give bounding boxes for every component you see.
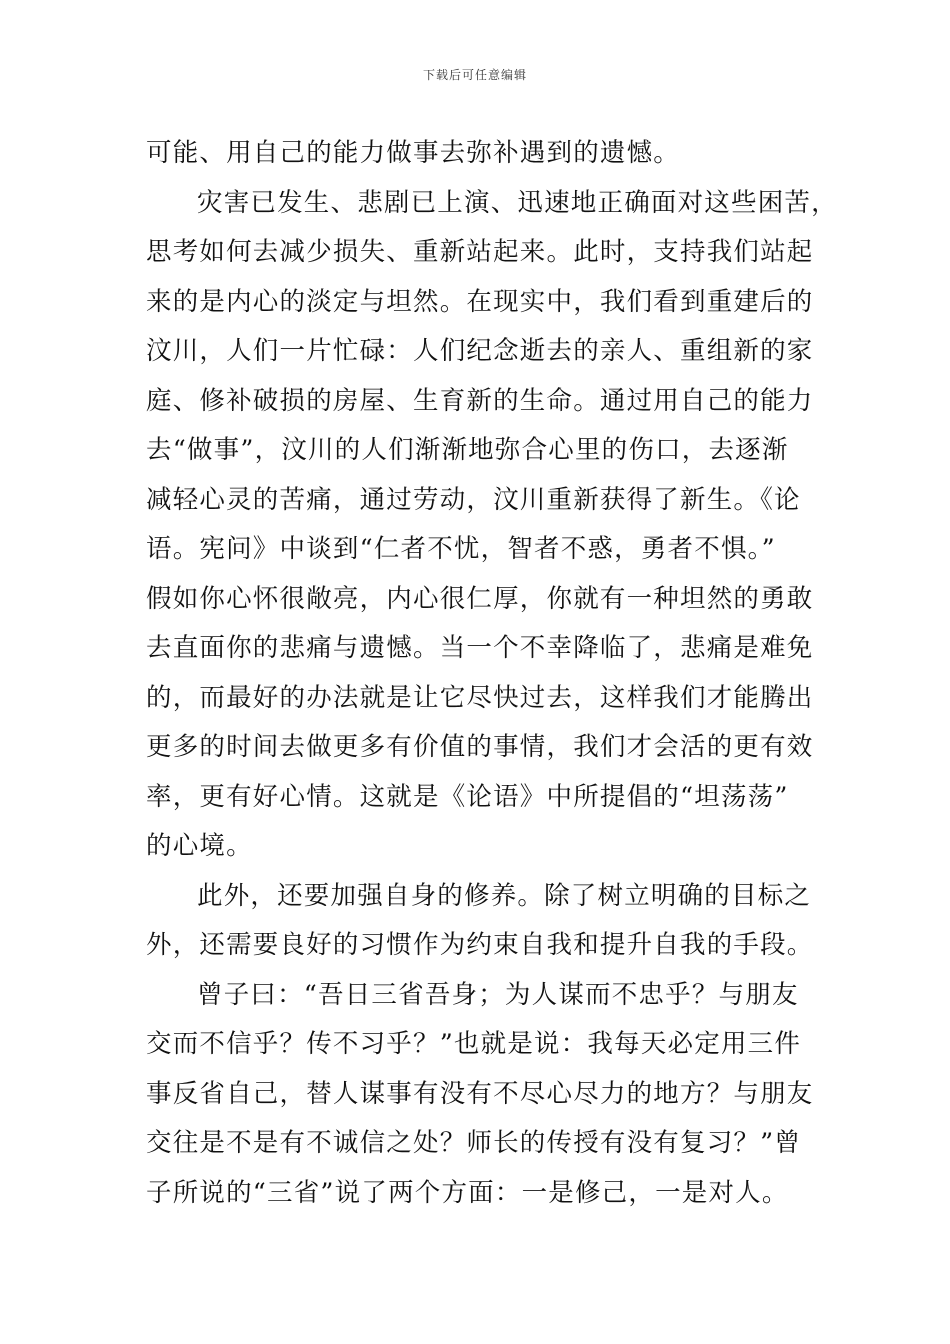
text-line: 语。宪问》中谈到“仁者不忧，智者不惑，勇者不惧。” (146, 534, 776, 564)
paragraph-first-line: 灾害已发生、悲剧已上演、迅速地正确面对这些困苦， (197, 187, 838, 218)
paragraph-first-line: 曾子曰：“吾日三省吾身；为人谋而不忠乎？与朋友 (197, 979, 799, 1010)
text-line: 的心境。 (146, 831, 253, 861)
text-line: 可能、用自己的能力做事去弥补遇到的遗憾。 (146, 138, 681, 168)
text-line: 庭、修补破损的房屋、生育新的生命。通过用自己的能力 (146, 385, 814, 416)
text-line: 假如你心怀很敞亮，内心很仁厚，你就有一种坦然的勇敢 (146, 583, 814, 614)
text-line: 的，而最好的办法就是让它尽快过去，这样我们才能腾出 (146, 682, 814, 713)
document-body (146, 129, 838, 1218)
text-line: 减轻心灵的苦痛，通过劳动，汶川重新获得了新生。《论 (146, 484, 801, 515)
text-line: 率，更有好心情。这就是《论语》中所提倡的“坦荡荡” (146, 781, 789, 812)
text-line: 去“做事”，汶川的人们渐渐地弥合心里的伤口，去逐渐 (146, 435, 789, 465)
text-line: 交往是不是有不诚信之处？师长的传授有没有复习？”曾 (146, 1128, 802, 1158)
text-line: 子所说的“三省”说了两个方面：一是修己，一是对人。 (146, 1177, 789, 1208)
text-line: 思考如何去减少损失、重新站起来。此时，支持我们站起 (146, 237, 814, 267)
text-line: 去直面你的悲痛与遗憾。当一个不幸降临了，悲痛是难免 (146, 633, 814, 663)
page-header: 下载后可任意编辑 (422, 68, 527, 82)
text-line: 交而不信乎？传不习乎？”也就是说：我每天必定用三件 (146, 1029, 802, 1059)
text-line: 汶川，人们一片忙碌：人们纪念逝去的亲人、重组新的家 (146, 336, 814, 366)
text-line: 事反省自己，替人谋事有没有不尽心尽力的地方？与朋友 (146, 1078, 814, 1109)
text-line: 外，还需要良好的习惯作为约束自我和提升自我的手段。 (146, 930, 814, 960)
text-line: 更多的时间去做更多有价值的事情，我们才会活的更有效 (146, 732, 814, 762)
text-line: 来的是内心的淡定与坦然。在现实中，我们看到重建后的 (146, 286, 814, 317)
paragraph-first-line: 此外，还要加强自身的修养。除了树立明确的目标之 (197, 880, 812, 911)
